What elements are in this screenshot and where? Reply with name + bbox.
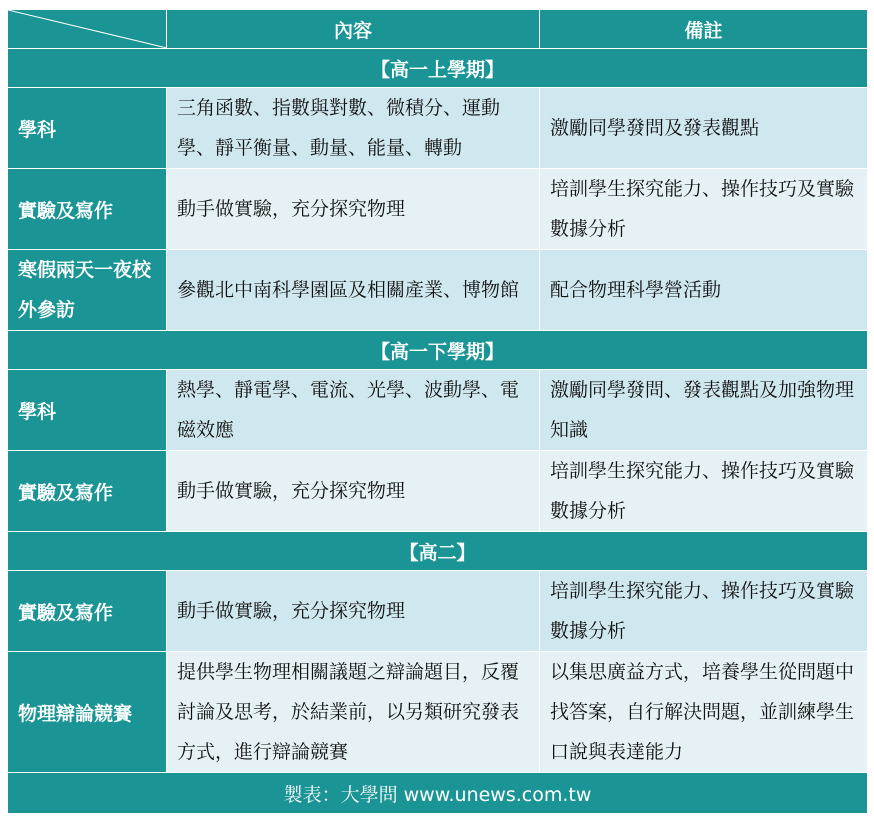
- row-note: 培訓學生探究能力、操作技巧及實驗數據分析: [540, 169, 868, 250]
- row-content: 熱學、靜電學、電流、光學、波動學、電磁效應: [167, 370, 540, 451]
- row-note: 培訓學生探究能力、操作技巧及實驗數據分析: [540, 451, 868, 532]
- section-row: [8, 532, 868, 571]
- row-note: 配合物理科學營活動: [540, 250, 868, 331]
- footer-credit: 製表：大學問 www.unews.com.tw: [8, 773, 868, 814]
- table-row: [8, 451, 868, 532]
- row-note: 培訓學生探究能力、操作技巧及實驗數據分析: [540, 571, 868, 652]
- header-note: 備註: [540, 10, 868, 49]
- table-row: [8, 169, 868, 250]
- table-row: [8, 250, 868, 331]
- section-title: 【高一上學期】: [8, 49, 868, 88]
- row-note: 激勵同學發問及發表觀點: [540, 88, 868, 169]
- header-content: 內容: [167, 10, 540, 49]
- row-content: 參觀北中南科學園區及相關產業、博物館: [167, 250, 540, 331]
- row-label: 物理辯論競賽: [8, 652, 167, 773]
- header-row: [8, 10, 868, 49]
- section-title: 【高一下學期】: [8, 331, 868, 370]
- row-label: 寒假兩天一夜校外參訪: [8, 250, 167, 331]
- row-content: 三角函數、指數與對數、微積分、運動學、靜平衡量、動量、能量、轉動: [167, 88, 540, 169]
- row-content: 提供學生物理相關議題之辯論題目，反覆討論及思考，於結業前，以另類研究發表方式，進行辯論競賽: [167, 652, 540, 773]
- row-content: 動手做實驗，充分探究物理: [167, 451, 540, 532]
- row-note: 激勵同學發問、發表觀點及加強物理知識: [540, 370, 868, 451]
- section-row: [8, 49, 868, 88]
- table-row: [8, 88, 868, 169]
- section-title: 【高二】: [8, 532, 868, 571]
- header-corner-cell: [8, 10, 167, 49]
- row-label: 實驗及寫作: [8, 451, 167, 532]
- row-content: 動手做實驗，充分探究物理: [167, 169, 540, 250]
- footer-row: [8, 773, 868, 814]
- row-label: 實驗及寫作: [8, 571, 167, 652]
- table-row: [8, 370, 868, 451]
- row-label: 實驗及寫作: [8, 169, 167, 250]
- row-label: 學科: [8, 88, 167, 169]
- table-row: [8, 652, 868, 773]
- diagonal-line: [8, 10, 167, 48]
- row-content: 動手做實驗，充分探究物理: [167, 571, 540, 652]
- row-note: 以集思廣益方式，培養學生從問題中找答案，自行解決問題，並訓練學生口說與表達能力: [540, 652, 868, 773]
- row-label: 學科: [8, 370, 167, 451]
- curriculum-table: [7, 9, 868, 814]
- table-row: [8, 571, 868, 652]
- section-row: [8, 331, 868, 370]
